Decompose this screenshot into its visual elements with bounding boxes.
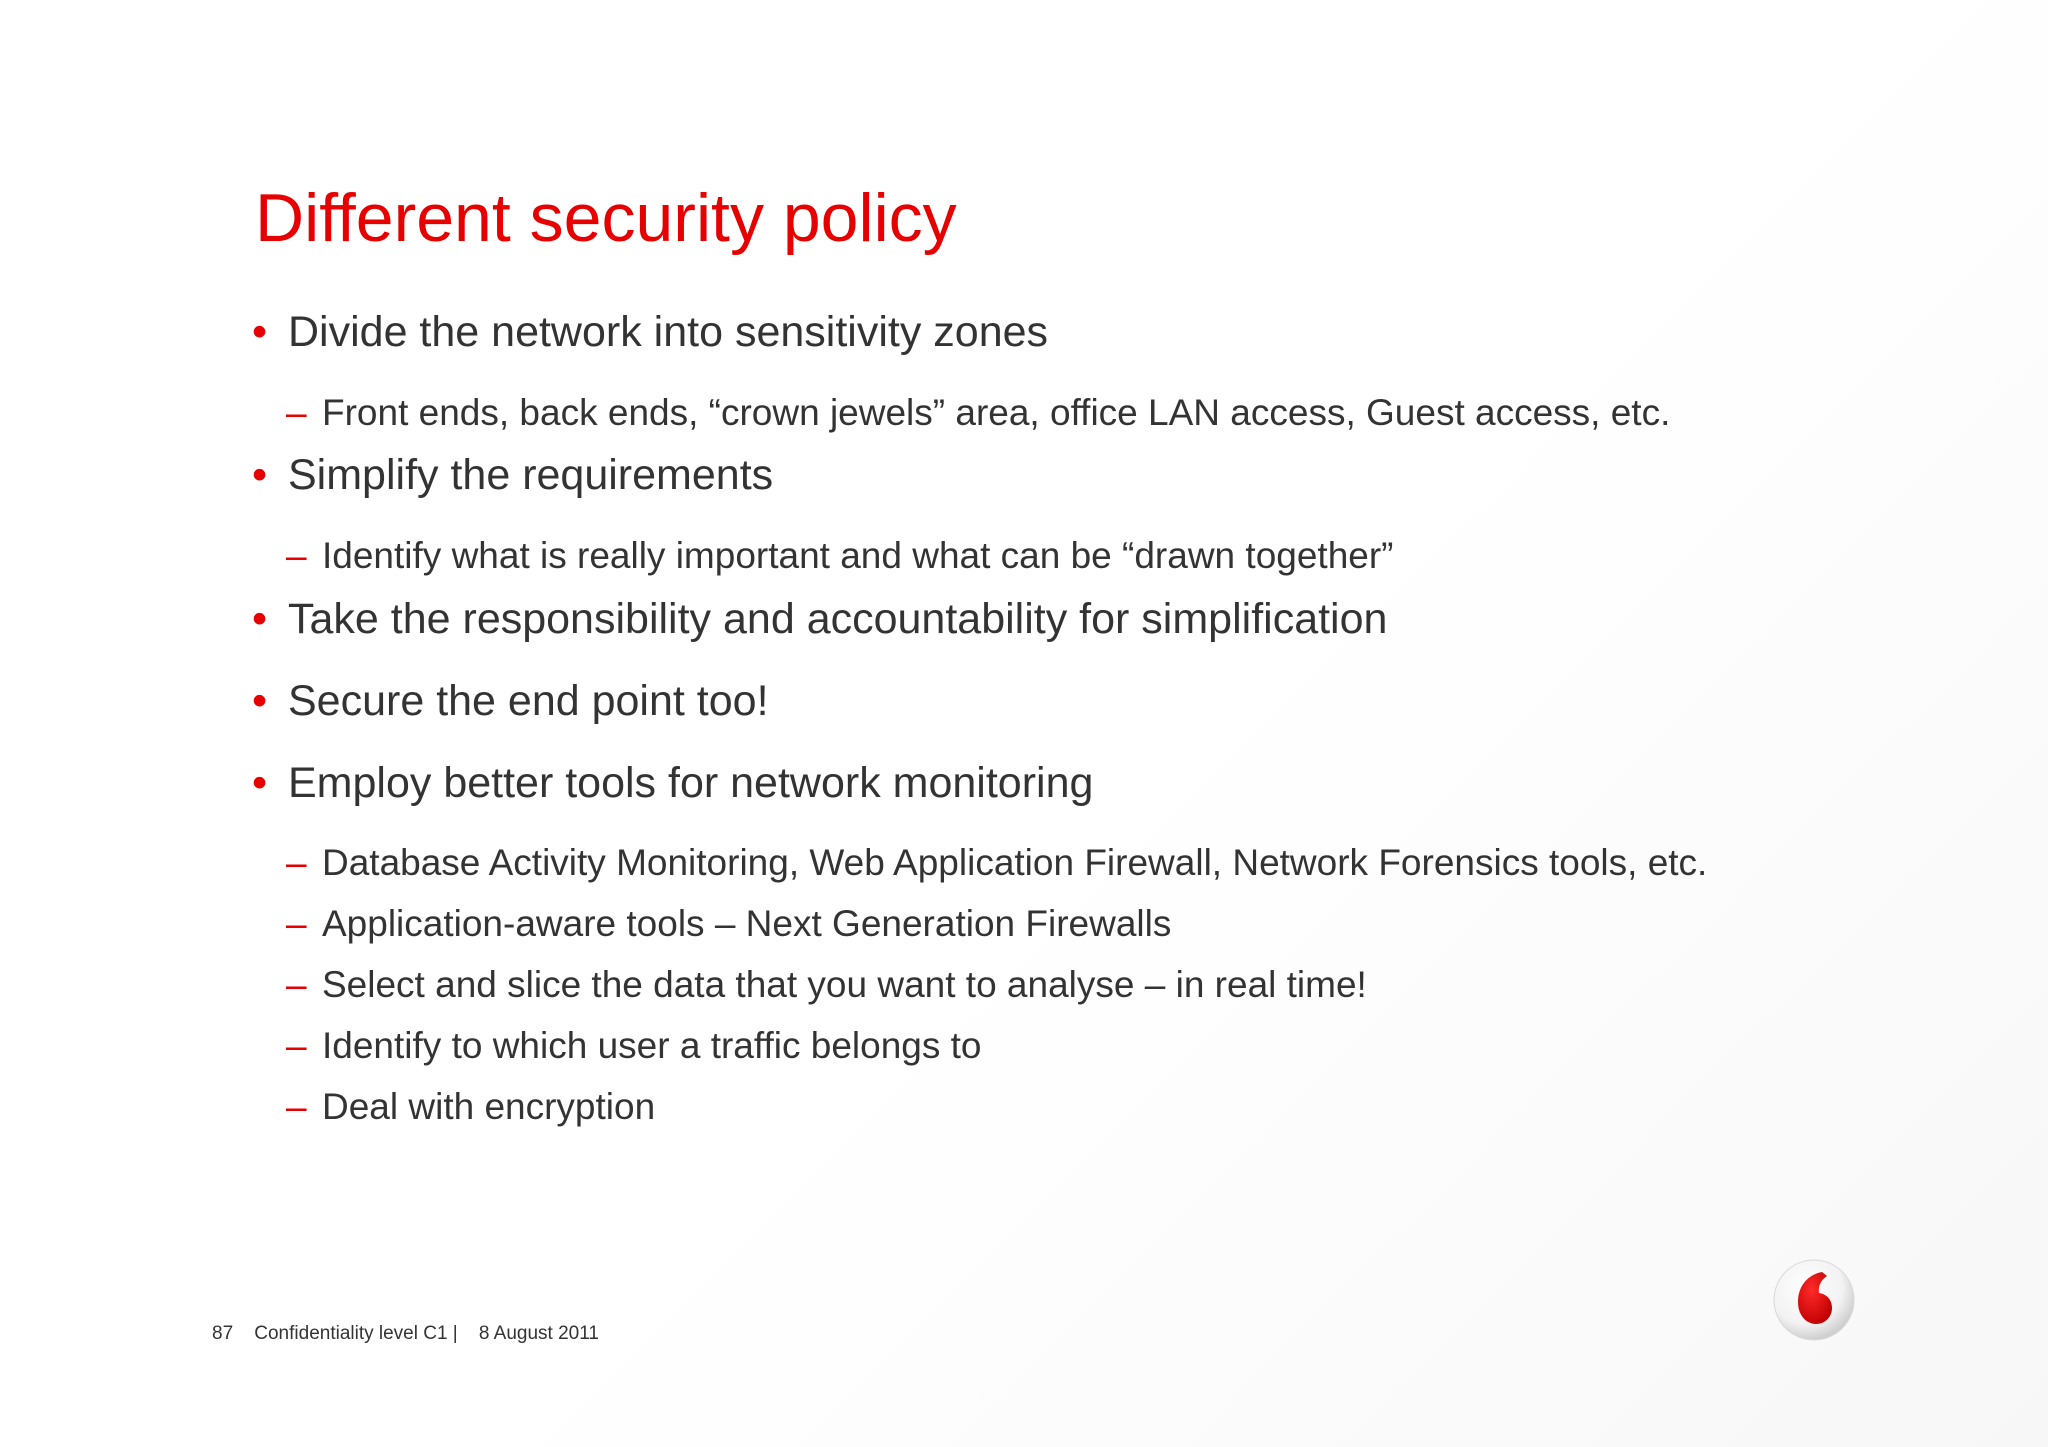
bullet-text: Secure the end point too!	[288, 677, 769, 725]
slide-date: 8 August 2011	[478, 1323, 599, 1344]
vodafone-speechmark-icon	[1772, 1258, 1856, 1342]
bullet-item	[252, 675, 769, 727]
sub-bullet-item	[286, 1084, 655, 1130]
sub-bullet-marker: –	[286, 1025, 307, 1066]
sub-bullet-marker: –	[286, 1086, 307, 1127]
sub-bullet-item	[286, 901, 1171, 947]
sub-bullet-marker: –	[286, 964, 307, 1005]
bullet-item	[252, 757, 1093, 809]
bullet-text: Simplify the requirements	[288, 451, 774, 499]
bullet-text: Employ better tools for network monitoring	[288, 759, 1094, 807]
slide-title: Different security policy	[255, 179, 957, 256]
sub-bullet-item	[286, 390, 1670, 436]
bullet-marker: •	[252, 677, 268, 725]
bullet-text: Take the responsibility and accountability for simplification	[288, 595, 1388, 643]
sub-bullet-text: Database Activity Monitoring, Web Application Firewall, Network Forensics tools, etc.	[322, 842, 1708, 883]
bullet-item	[252, 449, 773, 501]
bullet-marker: •	[252, 308, 268, 356]
sub-bullet-item	[286, 1023, 982, 1069]
bullet-item	[252, 306, 1048, 358]
sub-bullet-marker: –	[286, 903, 307, 944]
bullet-marker: •	[252, 595, 268, 643]
sub-bullet-text: Identify to which user a traffic belongs to	[322, 1025, 982, 1066]
sub-bullet-marker: –	[286, 842, 307, 883]
sub-bullet-marker: –	[286, 392, 307, 433]
sub-bullet-text: Select and slice the data that you want to analyse – in real time!	[322, 964, 1367, 1005]
sub-bullet-item	[286, 840, 1707, 886]
bullet-item	[252, 593, 1387, 645]
slide-footer	[212, 1322, 599, 1346]
sub-bullet-text: Identify what is really important and what can be “drawn together”	[322, 535, 1394, 576]
page-number: 87	[212, 1323, 234, 1344]
sub-bullet-text: Application-aware tools – Next Generation Firewalls	[322, 903, 1172, 944]
confidentiality-label: Confidentiality level C1 |	[254, 1323, 458, 1344]
bullet-text: Divide the network into sensitivity zones	[288, 308, 1049, 356]
sub-bullet-marker: –	[286, 535, 307, 576]
sub-bullet-item	[286, 962, 1367, 1008]
bullet-marker: •	[252, 759, 268, 807]
sub-bullet-text: Deal with encryption	[322, 1086, 656, 1127]
sub-bullet-text: Front ends, back ends, “crown jewels” area, office LAN access, Guest access, etc.	[322, 392, 1671, 433]
sub-bullet-item	[286, 533, 1394, 579]
bullet-marker: •	[252, 451, 268, 499]
